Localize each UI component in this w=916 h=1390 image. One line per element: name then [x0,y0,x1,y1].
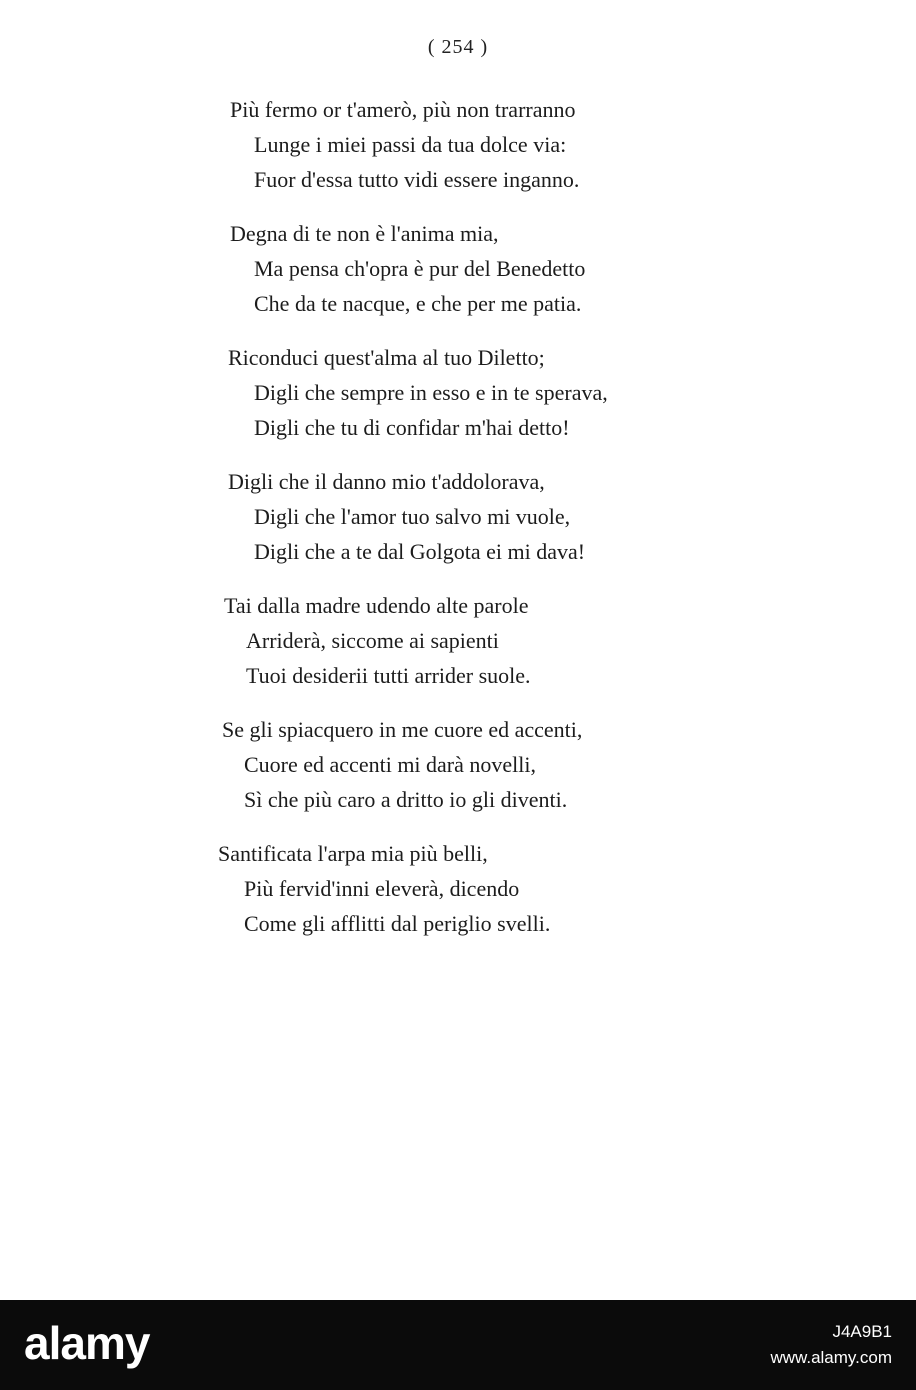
verse-line: Sì che più caro a dritto io gli diventi. [244,787,568,812]
verse-line: Santificata l'arpa mia più belli, [218,841,488,866]
verse-line: Arriderà, siccome ai sapienti [246,628,499,653]
stanza [218,588,738,693]
site-url: www.alamy.com [770,1348,892,1367]
image-id: J4A9B1 [832,1322,892,1341]
stanza [218,464,738,569]
verse-line: Cuore ed accenti mi darà novelli, [244,752,536,777]
verse-line: Tai dalla madre udendo alte parole [224,593,529,618]
verse-line: Fuor d'essa tutto vidi essere inganno. [254,167,580,192]
poem [218,92,738,960]
stanza [218,712,738,817]
verse-line: Digli che a te dal Golgota ei mi dava! [254,539,586,564]
verse-line: Digli che sempre in esso e in te sperava, [254,380,608,405]
stanza [218,340,738,445]
verse-line: Digli che l'amor tuo salvo mi vuole, [254,504,571,529]
verse-line: Digli che il danno mio t'addolorava, [228,469,545,494]
verse-line: Tuoi desiderii tutti arrider suole. [246,663,531,688]
verse-line: Se gli spiacquero in me cuore ed accenti, [222,717,583,742]
verse-line: Che da te nacque, e che per me patia. [254,291,582,316]
verse-line: Ma pensa ch'opra è pur del Benedetto [254,256,586,281]
verse-line: Riconduci quest'alma al tuo Diletto; [228,345,545,370]
brand-logo [24,1316,149,1370]
verse-line: Lunge i miei passi da tua dolce via: [254,132,567,157]
verse-line: Più fermo or t'amerò, più non trarranno [230,97,576,122]
stanza [218,92,738,197]
verse-line: Degna di te non è l'anima mia, [230,221,499,246]
stanza [218,836,738,941]
stanza [218,216,738,321]
verse-line: Come gli afflitti dal periglio svelli. [244,911,551,936]
page-number: ( 254 ) [427,36,489,58]
verse-line: Digli che tu di confidar m'hai detto! [254,415,570,440]
brand-name: alamy [24,1317,150,1369]
watermark-footer [0,1300,916,1390]
verse-line: Più fervid'inni eleverà, dicendo [244,876,520,901]
